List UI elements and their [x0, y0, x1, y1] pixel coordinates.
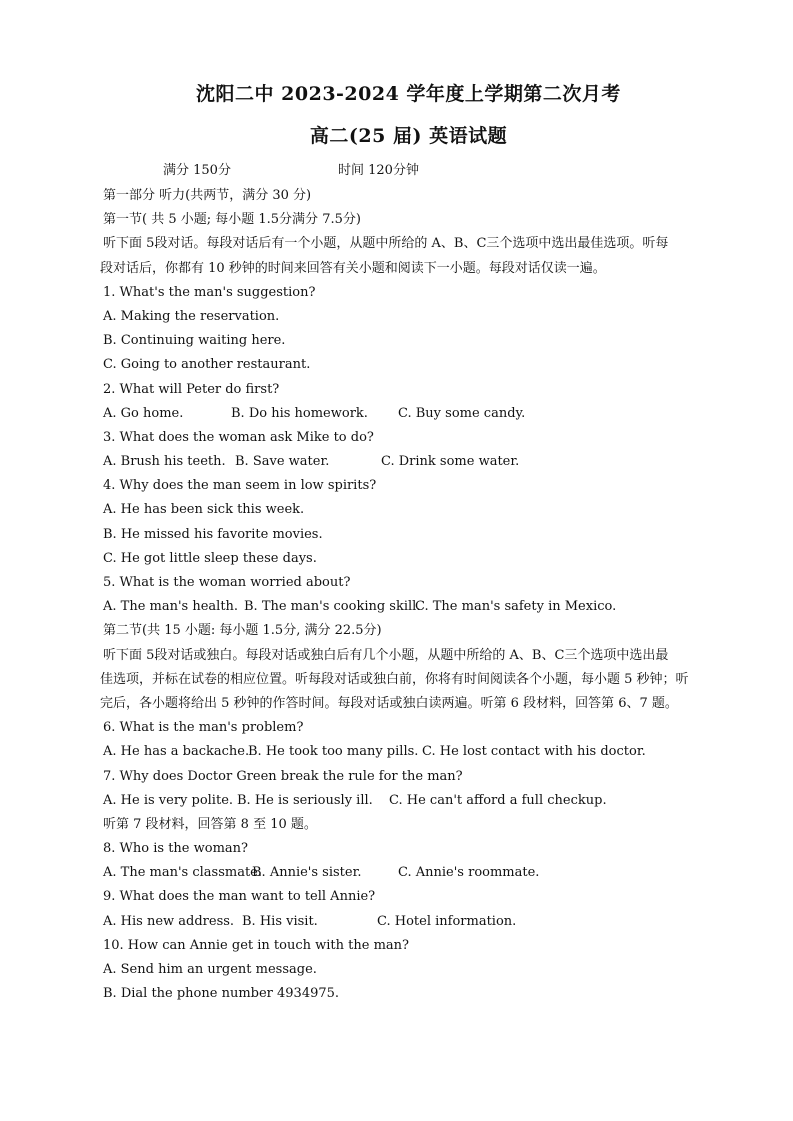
option: A. Send him an urgent message.	[103, 962, 317, 977]
option: A. The man's classmate.	[103, 865, 263, 881]
question: 5. What is the woman worried about?	[103, 575, 351, 590]
question: 10. How can Annie get in touch with the man?	[103, 937, 409, 953]
option: B. Save water.	[235, 454, 330, 470]
question: 4. Why does the man seem in low spirits?	[103, 478, 377, 494]
section-heading: 第一节( 共 5 小题; 每小题 1.5分满分 7.5分)	[103, 212, 361, 228]
exam-content	[100, 184, 723, 1006]
options-row	[103, 910, 723, 934]
option: B. He is seriously ill.	[237, 792, 373, 808]
option: A. Making the reservation.	[103, 308, 280, 324]
option: B. His visit.	[242, 913, 318, 929]
instructions-line: 听下面 5段对话或独白。每段对话或独白后有几个小题，从题中所给的 A、B、C三个选项中选出最	[103, 647, 669, 663]
option: B. The man's cooking skill.	[244, 599, 421, 615]
question: 3. What does the woman ask Mike to do?	[103, 429, 374, 445]
instructions-line: 段对话后，你都有 10 秒钟的时间来回答有关小题和阅读下一小题。每段对话仅读一遍。	[100, 260, 606, 276]
options-row	[103, 595, 723, 619]
option: C. Going to another restaurant.	[103, 357, 311, 373]
options-row	[103, 450, 723, 474]
option: C. Buy some candy.	[398, 405, 526, 421]
option: C. Annie's roommate.	[398, 865, 540, 881]
option: C. He got little sleep these days.	[103, 550, 317, 566]
total-score: 满分 150分	[163, 163, 231, 178]
options-row	[103, 740, 723, 764]
option: B. He missed his favorite movies.	[103, 526, 323, 542]
option: C. The man's safety in Mexico.	[415, 599, 617, 615]
options-row	[103, 861, 723, 885]
material-heading: 听第 7 段材料，回答第 8 至 10 题。	[103, 816, 317, 832]
option: B. Continuing waiting here.	[103, 333, 286, 349]
option: B. Do his homework.	[231, 405, 368, 421]
option: C. He lost contact with his doctor.	[422, 744, 646, 760]
option: A. Go home.	[103, 405, 184, 421]
question: 6. What is the man's problem?	[103, 720, 304, 736]
option: A. The man's health.	[103, 599, 239, 615]
instructions-line: 完后，各小题将给出 5 秒钟的作答时间。每段对话或独白读两遍。听第 6 段材料，回答第 6、7 题。	[100, 695, 678, 711]
option: C. Drink some water.	[381, 454, 520, 470]
question: 1. What's the man's suggestion?	[103, 284, 316, 300]
options-row	[103, 789, 723, 813]
exam-subtitle: 高二(25 届) 英语试题	[309, 125, 508, 147]
question: 9. What does the man want to tell Annie?	[103, 889, 376, 905]
option: C. Hotel information.	[377, 913, 517, 929]
instructions-line: 听下面 5段对话。每段对话后有一个小题，从题中所给的 A、B、C三个选项中选出最佳选项。听每	[103, 236, 669, 252]
option: B. Annie's sister.	[252, 865, 362, 881]
part-heading: 第一部分 听力(共两节，满分 30 分)	[103, 188, 312, 203]
time-limit: 时间 120分钟	[338, 163, 419, 178]
option: A. He has a backache.	[103, 744, 250, 760]
option: A. Brush his teeth.	[103, 454, 226, 470]
section-heading: 第二节(共 15 小题: 每小题 1.5分, 满分 22.5分)	[103, 623, 382, 639]
question: 2. What will Peter do first?	[103, 381, 280, 397]
option: B. Dial the phone number 4934975.	[103, 986, 340, 1002]
option: A. He has been sick this week.	[103, 502, 305, 518]
options-row	[103, 402, 723, 426]
question: 7. Why does Doctor Green break the rule for the man?	[103, 768, 463, 784]
instructions-line: 佳选项，并标在试卷的相应位置。听每段对话或独白前，你将有时间阅读各个小题，每小题 5 秒钟；听	[100, 671, 689, 687]
exam-title: 沈阳二中 2023-2024 学年度上学期第二次月考	[196, 83, 621, 105]
option: B. He took too many pills.	[248, 744, 419, 760]
option: C. He can't afford a full checkup.	[389, 792, 607, 808]
option: A. His new address.	[103, 913, 235, 929]
question: 8. Who is the woman?	[103, 841, 248, 857]
option: A. He is very polite.	[103, 792, 234, 808]
